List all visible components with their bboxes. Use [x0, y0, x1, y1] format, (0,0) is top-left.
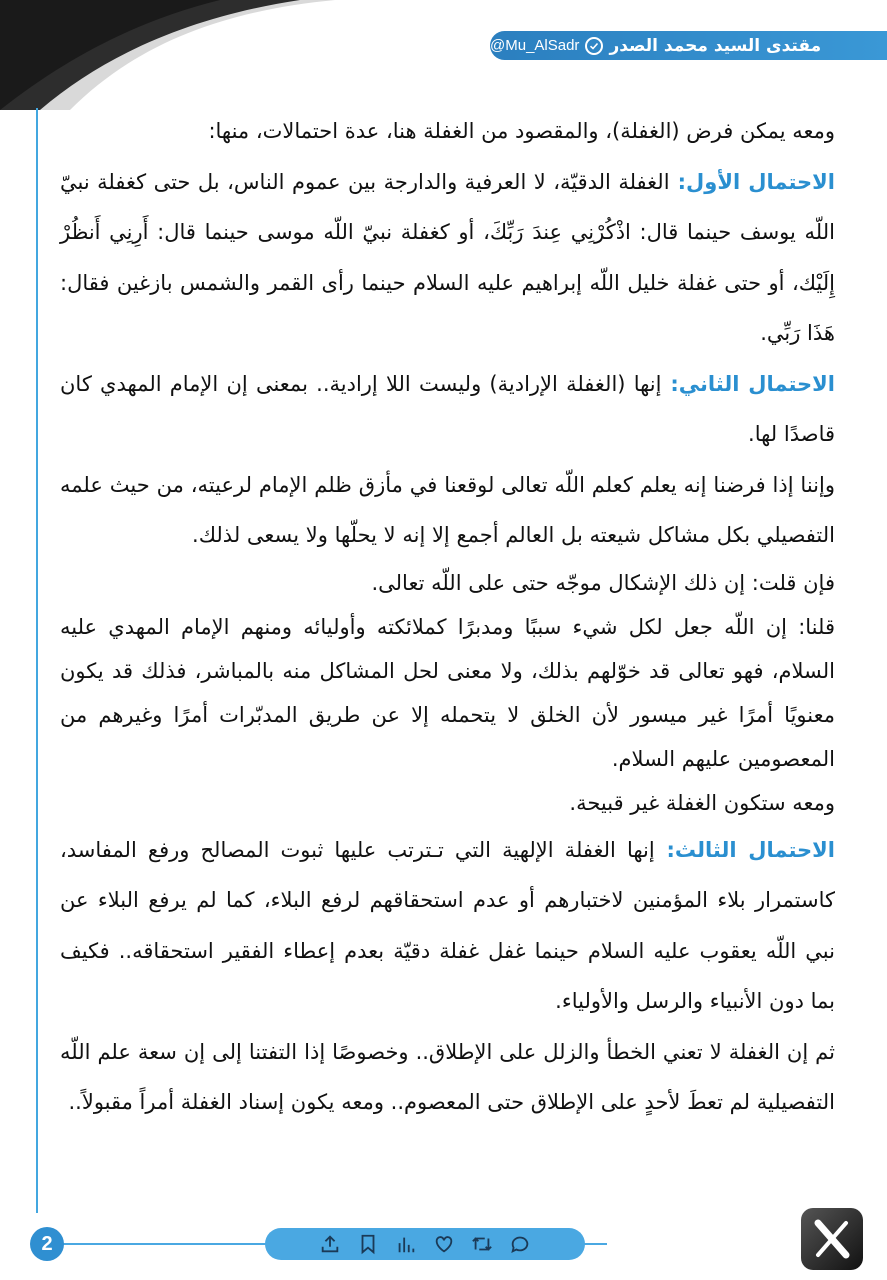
- action-bar: [265, 1228, 585, 1260]
- paragraph-text: وإننا إذا فرضنا إنه يعلم كعلم اللّه تعالى لوقعنا في مأزق ظلم الإمام لرعيته، من حيث علمه التفصيلي بكل مشاكل شيعته بل العالم أجمع إلا إنه لا يحلّها ولا يسعى لذلك.: [60, 472, 835, 547]
- account-header[interactable]: [490, 31, 887, 60]
- paragraph-text: إنها الغفلة الإلهية التي تـترتب عليها ثبوت المصالح ورفع المفاسد، كاستمرار بلاء المؤمنين لاختبارهم أو عدم استحقاقهم لرفع البلاء، كما لم يرفع البلاء عن نبي اللّه يعقوب عليه السلام حينما غفل غفلة دقيّة بعدم إعطاء الفقير استحقاقه.. فكيف بما دون الأنبياء والرسل والأولياء.: [60, 837, 835, 1013]
- paragraph: [60, 157, 835, 359]
- paragraph-text: ومعه يمكن فرض (الغفلة)، والمقصود من الغفلة هنا، عدة احتمالات، منها:: [208, 119, 835, 143]
- paragraph: [60, 561, 835, 605]
- post-body: [60, 106, 835, 1128]
- repost-icon[interactable]: [470, 1232, 494, 1256]
- paragraph: [60, 605, 835, 781]
- paragraph: [60, 106, 835, 157]
- account-handle: @Mu_AlSadr: [490, 37, 580, 54]
- paragraph-text: قلنا: إن اللّه جعل لكل شيء سببًا ومدبرًا كملائكته وأوليائه ومنهم الإمام المهدي عليه السلام، فهو تعالى قد خوّلهم بذلك، ولا معنى لحل المشاكل منه بالمباشر، فذلك قد يكون معنويًا أمرًا غير ميسور لأن الخلق لا يتحمله إلا عن طريق المدبّرات أمرًا وغيرهم من المعصومين عليهم السلام.: [60, 614, 835, 771]
- paragraph: [60, 460, 835, 561]
- section-heading: الاحتمال الثالث:: [654, 837, 836, 862]
- paragraph: [60, 359, 835, 460]
- verified-icon: [585, 37, 603, 55]
- paragraph: [60, 781, 835, 825]
- paragraph-text: الغفلة الدقيّة، لا العرفية والدارجة بين عموم الناس، بل حتى كغفلة نبيّ اللّه يوسف حينما قال: اذْكُرْنِي عِندَ رَبِّكَ، أو كغفلة نبيّ اللّه موسى حينما قال: أَرِنِي أَنظُرْ إِلَيْك، أو حتى غفلة خليل اللّه إبراهيم عليه السلام حينما رأى القمر والشمس بازغين فقال: هَذَا رَبِّي.: [60, 169, 835, 345]
- share-icon[interactable]: [318, 1232, 342, 1256]
- paragraph: [60, 1027, 835, 1128]
- section-heading: الاحتمال الثاني:: [661, 371, 836, 396]
- account-name: مقتدى السيد محمد الصدر: [609, 35, 822, 56]
- like-icon[interactable]: [432, 1232, 456, 1256]
- paragraph-text: إنها (الغفلة الإرادية) وليست اللا إرادية.. بمعنى إن الإمام المهدي كان قاصدًا لها.: [60, 371, 835, 446]
- reply-icon[interactable]: [508, 1232, 532, 1256]
- paragraph-text: ثم إن الغفلة لا تعني الخطأ والزلل على الإطلاق.. وخصوصًا إذا التفتنا إلى إن سعة علم اللّه التفصيلية لم تعطَ لأحدٍ على الإطلاق حتى المعصوم.. ومعه يكون إسناد الغفلة أمراً مقبولاً..: [60, 1039, 835, 1114]
- section-heading: الاحتمال الأول:: [669, 169, 836, 194]
- paragraph: [60, 825, 835, 1027]
- views-icon[interactable]: [394, 1232, 418, 1256]
- paragraph-text: فإن قلت: إن ذلك الإشكال موجّه حتى على اللّه تعالى.: [371, 570, 835, 595]
- bookmark-icon[interactable]: [356, 1232, 380, 1256]
- paragraph-text: ومعه ستكون الغفلة غير قبيحة.: [569, 790, 835, 815]
- side-rule: [36, 108, 38, 1213]
- x-logo: [801, 1208, 863, 1270]
- page-number: 2: [30, 1227, 64, 1261]
